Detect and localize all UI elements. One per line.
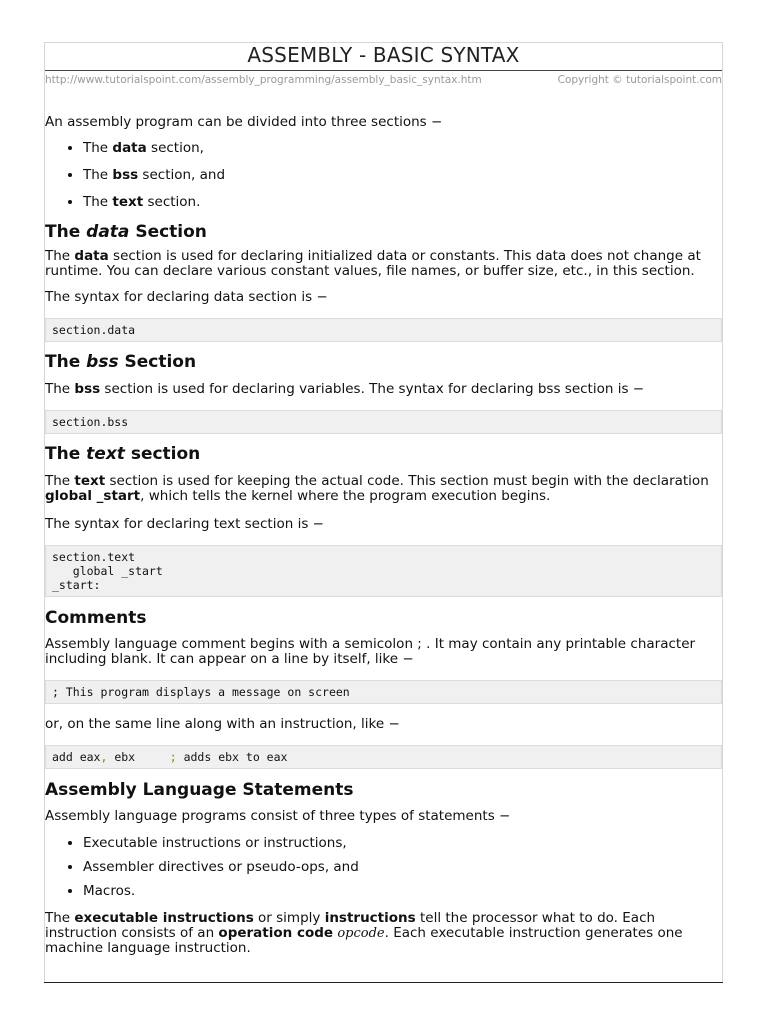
bss-section-heading: The bss Section bbox=[45, 352, 197, 372]
comments-heading: Comments bbox=[45, 608, 147, 628]
bss-code-block: section.bss bbox=[45, 410, 722, 434]
text-code-block: section.text global _start _start: bbox=[45, 545, 722, 597]
document-page bbox=[44, 42, 723, 983]
statements-list bbox=[45, 836, 722, 899]
statements-heading: Assembly Language Statements bbox=[45, 780, 354, 800]
copyright-notice: Copyright © tutorialspoint.com bbox=[557, 74, 722, 86]
inline-comment-code-block: add eax, ebx ; adds ebx to eax bbox=[45, 745, 722, 769]
data-section-heading: The data Section bbox=[45, 222, 207, 242]
statements-intro: Assembly language programs consist of three types of statements − bbox=[45, 808, 511, 824]
text-section-description: The text section is used for keeping the actual code. This section must begin with the declaration global _start, which tells the kernel where the program execution begins. bbox=[45, 473, 709, 504]
comment-code-block: ; This program displays a message on screen bbox=[45, 680, 722, 704]
page-title: ASSEMBLY - BASIC SYNTAX bbox=[247, 43, 520, 67]
comments-description: Assembly language comment begins with a semicolon ; . It may contain any printable character including blank. It can appear on a line by itself, like − bbox=[45, 636, 696, 667]
text-section-heading: The text section bbox=[45, 444, 201, 464]
data-section-description: The data section is used for declaring initialized data or constants. This data does not change at runtime. You can declare various constant values, file names, or buffer size, etc., in this section. bbox=[45, 248, 701, 279]
source-url: http://www.tutorialspoint.com/assembly_programming/assembly_basic_syntax.htm bbox=[45, 74, 482, 86]
page-content bbox=[45, 113, 722, 956]
intro-text: An assembly program can be divided into three sections − bbox=[45, 114, 443, 130]
list-item: • Macros. bbox=[83, 884, 722, 899]
page-bottom-rule bbox=[44, 982, 723, 983]
list-item: • The bss section, and bbox=[83, 168, 722, 183]
statements-description: The executable instructions or simply instructions tell the processor what to do. Each instruction consists of an operation code opcode. Each executable instruction generates one machine language instruction. bbox=[45, 910, 683, 956]
list-item: • Executable instructions or instructions, bbox=[83, 836, 722, 851]
sections-list bbox=[45, 141, 722, 210]
comments-inline-text: or, on the same line along with an instruction, like − bbox=[45, 716, 400, 732]
data-code-block: section.data bbox=[45, 318, 722, 342]
list-item: • The text section. bbox=[83, 195, 722, 210]
list-item: • The data section, bbox=[83, 141, 722, 156]
list-item: • Assembler directives or pseudo-ops, and bbox=[83, 860, 722, 875]
title-divider bbox=[45, 70, 722, 71]
bss-section-description: The bss section is used for declaring variables. The syntax for declaring bss section is − bbox=[45, 381, 645, 397]
data-syntax-text: The syntax for declaring data section is − bbox=[45, 289, 328, 305]
text-syntax-text: The syntax for declaring text section is − bbox=[45, 516, 324, 532]
